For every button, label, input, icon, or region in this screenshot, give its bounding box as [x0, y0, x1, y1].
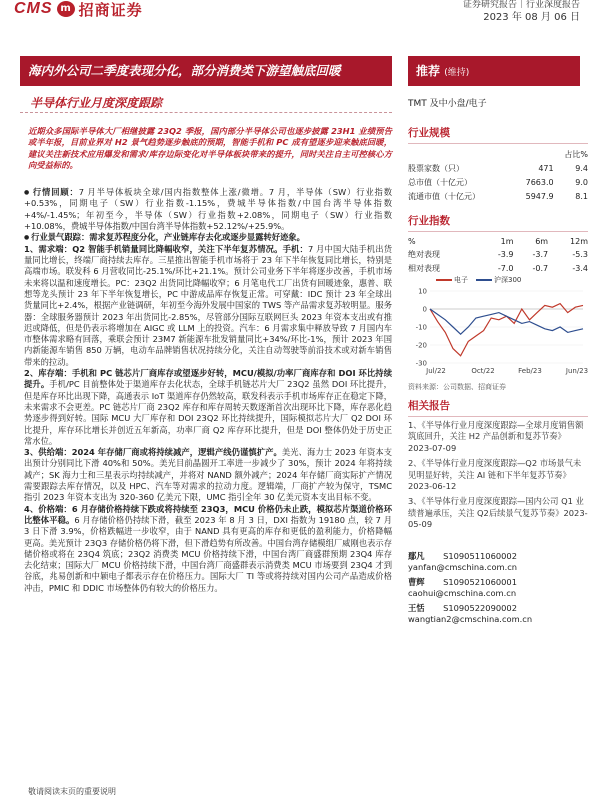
- related-report[interactable]: 2、《半导体行业月度深度跟踪—Q2 市场景气未见明显好转，关注 AI 链和下半年复苏节奏》2023-06-12: [408, 458, 582, 492]
- table-row: 股票家数（只） 471 9.4: [408, 163, 588, 173]
- para-industry-tracking: [24, 232, 392, 243]
- index-title: 行业指数: [408, 213, 588, 232]
- header-meta: [463, 0, 580, 25]
- para-text-bold: 6 月存储价格持续下跌或将持续至 23Q3，MCU 价格仍未止跌，模拟芯片渠道价格环比整体平稳。: [24, 503, 392, 525]
- para-text: 美光、海力士 2023 年资本支出预计分别同比下滑 40%和 50%。美光目前晶圆开工率进一步减少了 30%，预计 2024 年将持续减产；SK 海力士和三星表示均持续减产，并将对 NAND 额外减产；2024 年存储厂商实际扩产情况需要跟踪去库存情况，以及 HPC、汽车等对需求的拉动力度。逻辑端，厂商扩产较为保守，TSMC 指引 2023 年资本支出为 320-360 亿美元下限，UMC 指引全年 30 亿美元资本支出目标不变。: [24, 447, 393, 503]
- index-chart: [408, 285, 588, 377]
- related-report[interactable]: 1、《半导体行业月度深度跟踪—全球月度销售额筑底回升，关注 H2 产品创新和复苏节奏》2023-07-09: [408, 420, 584, 453]
- related-list: [408, 420, 588, 531]
- main-body: [24, 187, 392, 594]
- chart-legend: [436, 275, 588, 285]
- analyst-email[interactable]: caohui@cmschina.com.cn: [408, 587, 517, 598]
- series-line-hs300: [430, 309, 583, 334]
- y-tick-label: 0: [422, 305, 427, 314]
- brand-en: CMS: [14, 0, 53, 17]
- para-demand: [24, 244, 392, 368]
- para-lead: 2、库存端：: [24, 368, 72, 379]
- analyst: 鄢凡 S1090511060002 yanfan@cmschina.com.cn: [408, 551, 588, 573]
- table-header: % 1m 6m 12m: [408, 236, 588, 246]
- para-text-bold: 2024 年存储厂商或将持续减产，逻辑产线仍谨慎扩产。: [71, 447, 282, 458]
- y-tick-label: -20: [415, 341, 427, 350]
- chart-source: 资料来源：公司数据、招商证券: [408, 383, 506, 391]
- rating-note: (维持): [444, 68, 470, 78]
- rating-label: 推荐: [416, 64, 441, 78]
- analyst-list: [408, 551, 588, 625]
- para-text: 7 月半导体板块全球/国内指数整体上涨/微增。7 月，半导体（SW）行业指数+0.53%，同期电子（SW）行业指数-1.15%，费城半导体指数/中国台湾半导体指数+4%/-1.45%；年初至今，半导体（SW）行业指数+2.08%，同期电子（SW）行业指数+10.08%，费城半导体指数/中国台湾半导体指数+52.12%/+25.9%。: [24, 187, 392, 232]
- para-lead: 行情回顾：: [32, 187, 79, 198]
- para-lead: 4、价格端：: [24, 503, 72, 514]
- headline-banner: 海内外公司二季度表现分化，部分消费类下游望触底回暖: [20, 56, 392, 86]
- sector-label: TMT 及中小盘/电子: [408, 99, 487, 109]
- para-market-review: [24, 187, 392, 232]
- series-line-electronics: [430, 304, 583, 356]
- legend-item-hs300: 沪深300: [476, 275, 521, 285]
- para-lead: 3、供给端：: [24, 447, 72, 458]
- para-lead: 1、需求端：: [24, 243, 73, 254]
- para-inventory: [24, 368, 392, 447]
- table-row: 总市值（十亿元） 7663.0 9.0: [408, 177, 588, 187]
- related-title: 相关报告: [408, 398, 588, 417]
- para-text-bold: 需求复苏程度分化，产业链库存去化或逐步显露转好迹象。: [89, 232, 305, 243]
- analyst-email[interactable]: wangtian2@cmschina.com.cn: [408, 613, 533, 624]
- para-text-bold: 手机：: [282, 243, 308, 254]
- x-tick-label: Feb/23: [518, 367, 542, 375]
- para-text: 手机/PC 目前整体处于渠道库存去化状态，全球手机链芯片大厂 23Q2 虽然 DOI 环比提升，但是库存环比出现下降，高通表示 IoT 渠道库存仍然较高，联发科表示手机市场库存正在稳定下降，未来需求不会更差。PC 链芯片厂商 23Q2 库存和库存周转天数逐渐首次出现环比下降，库存恶化趋势逐步得到好转。国际 MCU 大厂库存和 DOI 23Q2 环比持续提升，国际模拟芯片大厂 Q2 DOI 环比提升，库存环比增长并创近五年新高，功率厂商 Q2 库存环比提升，但是 DOI 整体仍处于历史正常水位。: [24, 379, 392, 446]
- analyst-email[interactable]: yanfan@cmschina.com.cn: [408, 561, 518, 572]
- report-subtitle: 半导体行业月度深度跟踪: [30, 96, 163, 110]
- brand-logo: [14, 0, 143, 18]
- scale-title: 行业规模: [408, 125, 588, 144]
- x-tick-label: Jun/23: [565, 367, 588, 375]
- table-row: 绝对表现 -3.9 -3.7 -5.3: [408, 249, 588, 259]
- divider: [20, 112, 392, 113]
- para-text: 6 月存储价格仍持续下滑，截至 2023 年 8 月 3 日，DXI 指数为 19180 点，较 7 月 3 日下滑 3.9%，价格跌幅进一步收窄，由于 NAND 具有更高的库存和更低的盈利能力，价格降幅更高。美光预计 23Q3 存储价格仍将下滑，但下滑趋势有所改善。中国台湾存储模组厂威刚也表示存储价格或将在 23Q4 筑底；23Q2 消费类 MCU 价格持续下滑，中国台湾厂商盛群预期 23Q4 库存去化结束；国际大厂 MCU 价格持续下滑，中国台湾厂商盛群表示消费类 MCU 市场要到 23Q4 才到谷底，兆易创新和中颖电子都表示存在价格压力。国际大厂 TI 等或将持续对国内公司产品造成价格冲击，PMIC 和 DDIC 市场整体仍有较大的价格压力。: [24, 514, 392, 593]
- rating-banner: [408, 56, 580, 86]
- y-tick-label: -10: [415, 323, 427, 332]
- report-date: 2023 年 08 月 06 日: [483, 12, 580, 23]
- footer-note: 敬请阅读末页的重要说明: [28, 787, 116, 796]
- para-text: 7 月中国大陆手机出货量同比增长，终端厂商持续去库存。三星推出智能手机市场将于 23 年下半年恢复同比增长，特别是高端市场。联发科 6 月营收同比-25.1%/环比+21.1%。预计公司业务下半年将逐步改善，手机市场未来将以温和速度增长。PC：23Q2 出货同比降幅收窄；6 月笔电代工厂出货有回暖迹象，惠普、联想等龙头预计 23 年下半年恢复增长，PC 中游成品库存恢复正常。可穿戴：IDC 预计 23 年全球出货量同比+2.4%，根据产业链调研，年初至今海外发展中国家的 TWS 等产品需求复苏较明显。服务器：全球服务器预计 2023 年出货同比-2.85%，尽管部分国际互联网巨头 2023 年资本支出或有推迟或降低，但是仍表示将增加在 AIGC 或 LLM 上的投资。汽车：6 月需求集中释放导致 7 月国内车市整体需求略有回落，乘联会预计 23M7 新能源车批发销量同比+34%/环比-1%，预计 2023 年国内新能源车销售 850 万辆，电动车品牌销售状况持续分化，关注自动驾驶等前沿技术或对新车销售带来的拉动。: [24, 243, 392, 367]
- para-lead: 行业景气跟踪：: [31, 232, 90, 243]
- analyst: 王恬 S1090522090002 wangtian2@cmschina.com.cn: [408, 603, 588, 625]
- related-report[interactable]: 3、《半导体行业月度深度跟踪—国内公司 Q1 业绩普遍承压，关注 Q2后续景气复苏节奏》2023-05-09: [408, 496, 588, 530]
- scale-share-header: 占比%: [564, 149, 588, 159]
- sidebar: [408, 94, 588, 625]
- para-text-bold: Q2 智能手机销量同比降幅收窄，关注下半年复苏情况。: [72, 243, 283, 254]
- legend-item-electronics: 电子: [436, 275, 468, 285]
- scale-table: [408, 147, 588, 203]
- table-row: 相对表现 -7.0 -0.7 -3.4: [408, 263, 588, 273]
- y-tick-label: 10: [418, 287, 427, 296]
- para-supply: [24, 447, 392, 503]
- brand-cn: 招商证券: [78, 0, 143, 19]
- analyst: 曹辉 S1090521060001 caohui@cmschina.com.cn: [408, 577, 588, 599]
- x-tick-label: Oct/22: [471, 367, 495, 375]
- abstract: 近期众多国际半导体大厂相继披露 23Q2 季报，国内部分半导体公司也逐步披露 23H1 业绩预告或半年报，目前业界对 H2 景气趋势逐步触底的预期，智能手机和 PC 成有望逐步迎来触底回暖，建议关注新技术应用爆发和需求/库存边际变化对半导体板块带来的提升，同时关注自主可控核心方向受益标的。: [28, 126, 392, 171]
- index-table: [408, 235, 588, 275]
- table-row: 流通市值（十亿元） 5947.9 8.1: [408, 191, 588, 201]
- brand-badge-icon: m: [57, 1, 75, 17]
- y-tick-label: -30: [415, 359, 427, 368]
- x-tick-label: Jul/22: [426, 367, 446, 375]
- para-text-bold: 手机和 PC 链芯片厂商库存或望逐步好转，MCU/模拟/功率厂商库存和 DOI 环比持续提升。: [24, 368, 392, 390]
- report-type: 证券研究报告｜行业深度报告: [462, 0, 580, 10]
- para-price: [24, 504, 392, 594]
